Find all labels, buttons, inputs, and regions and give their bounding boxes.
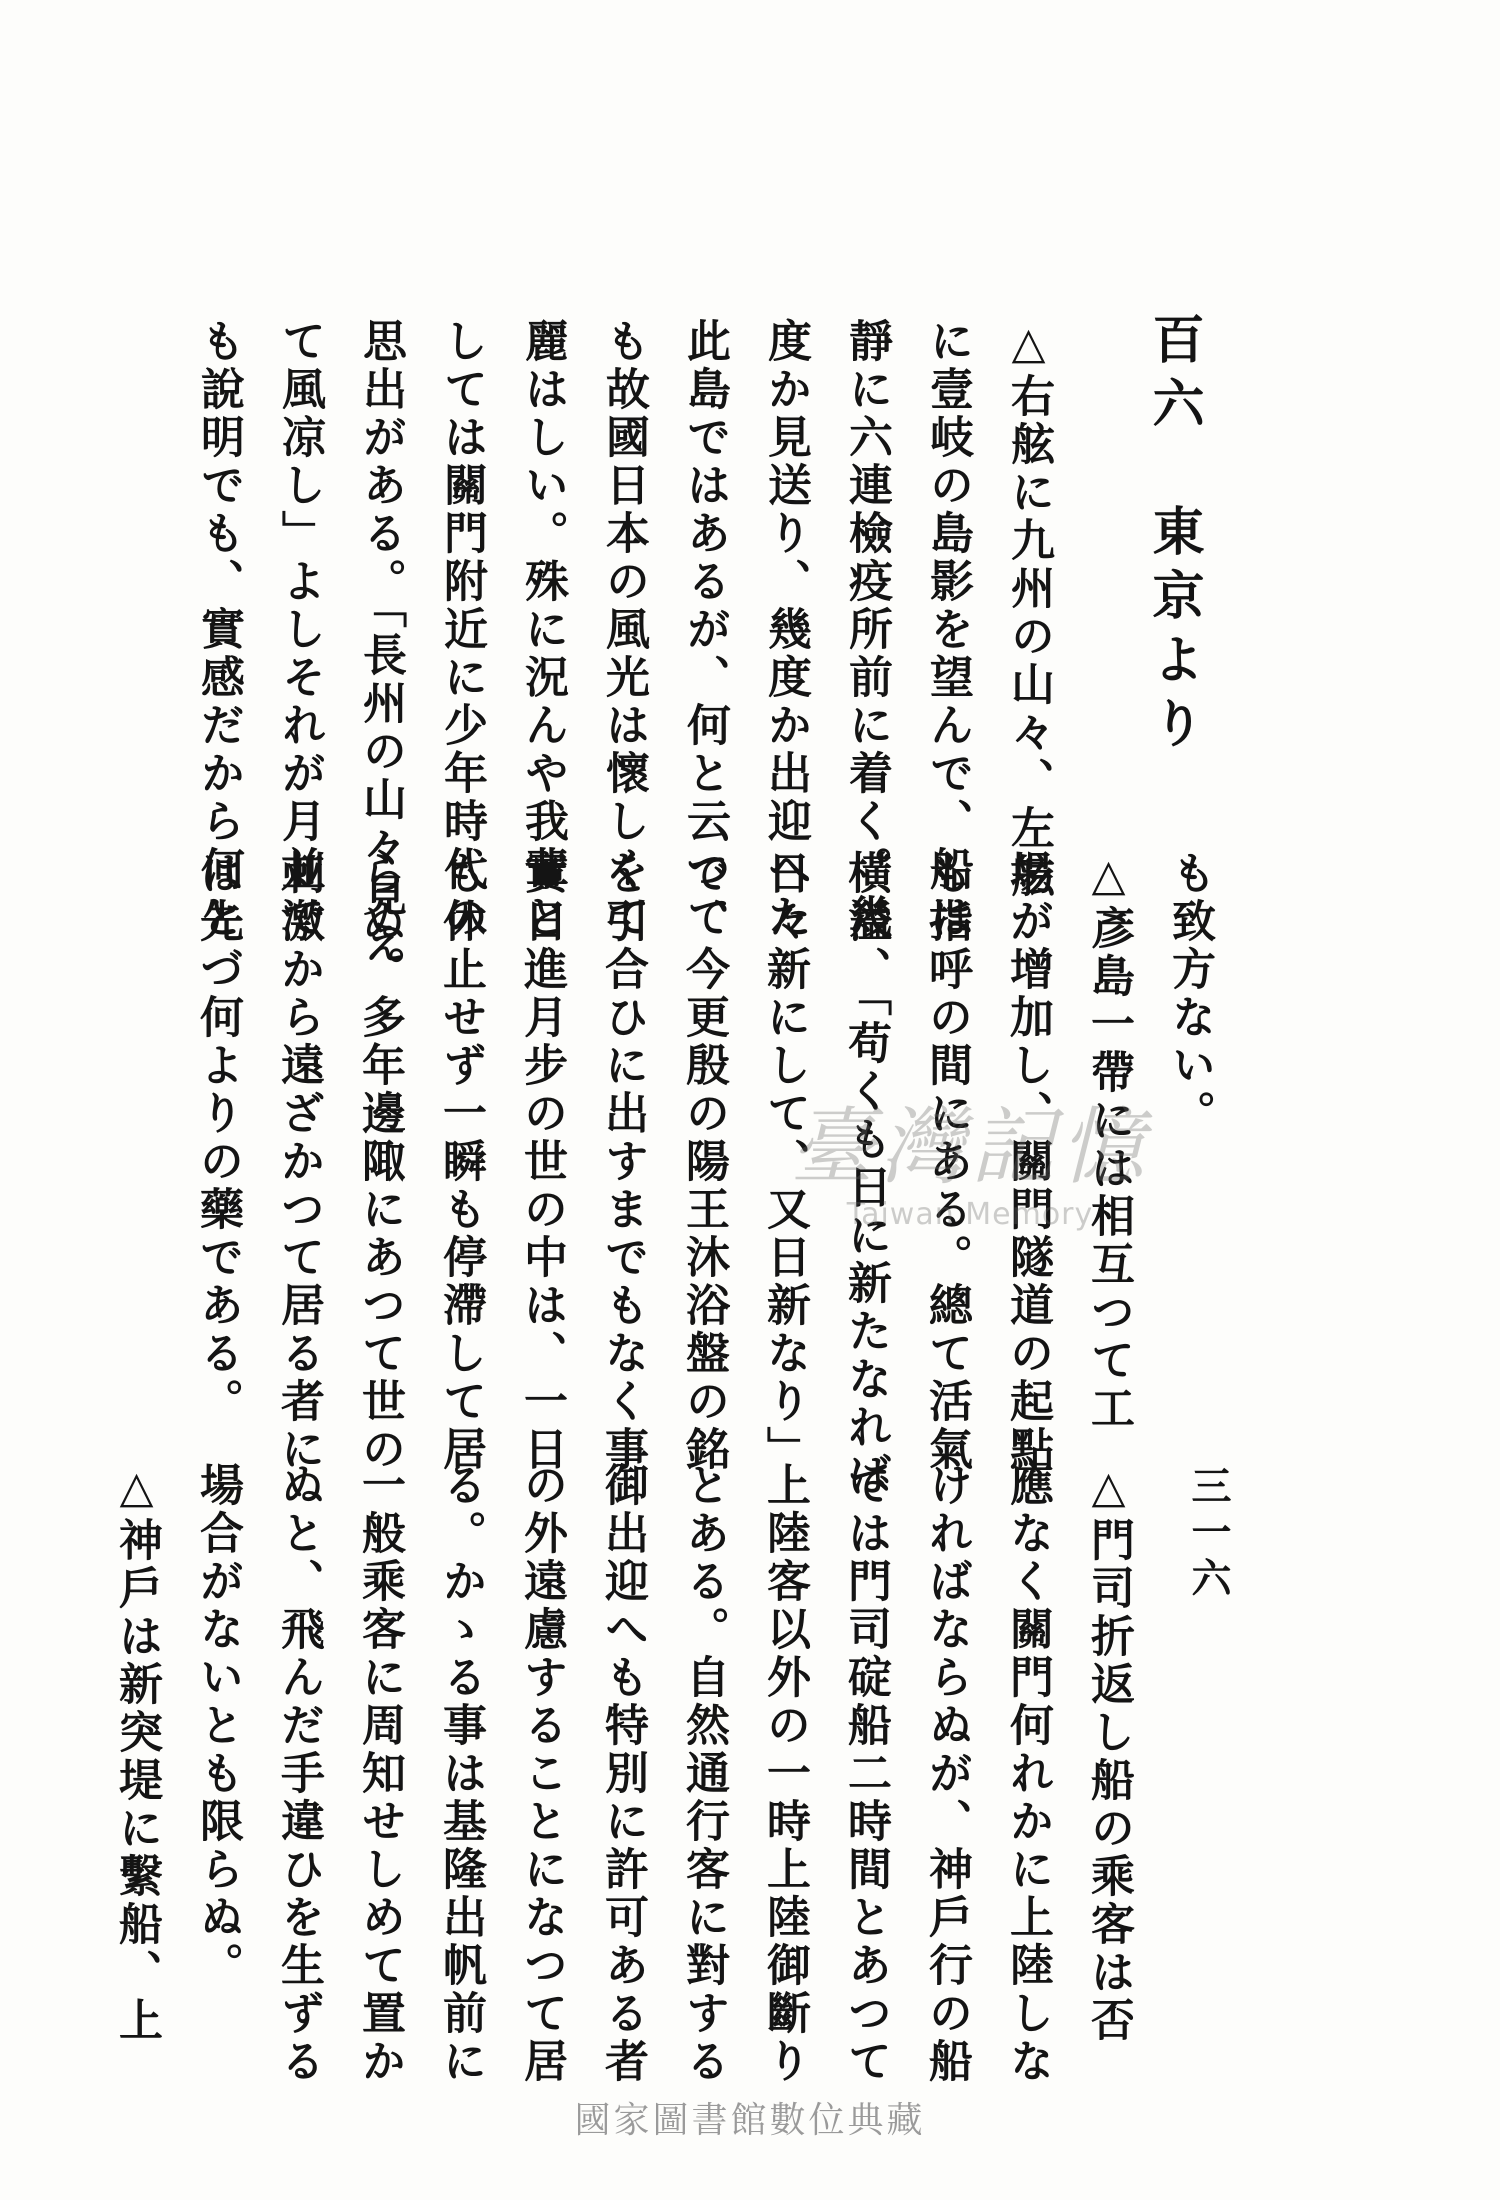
text-column: 思出がある。「長州の山々見え [355,318,406,968]
text-column: 刺激から遠ざかつて居る者に [273,850,324,1474]
text-column: の外遠慮することになつて居 [516,1462,567,2086]
text-column: しては關門附近に少年時代の [436,318,487,942]
text-column: も說明でも、實感だから何と [193,318,244,942]
text-column: 場合がないとも限らぬ。 [192,1462,243,1990]
text-column: とある。自然通行客に對する [678,1462,729,2086]
text-column: て風凉し」よしそれが月並で [274,318,325,942]
text-column: も指呼の間にある。總て活氣 [921,850,972,1474]
text-column: に壹岐の島影を望んで、船は [922,318,973,942]
text-column: 實日進月步の世の中は、一日 [516,850,567,1474]
text-column: △門司折返し船の乘客は否 [1083,1462,1134,2045]
text-column: も致方ない。 [1164,850,1215,1138]
text-column: も故國日本の風光は懷しくて [598,318,649,942]
text-column: ければならぬが、神戶行の船 [921,1462,972,2086]
text-column: △右舷に九州の山々、左舷 [1003,318,1054,901]
text-column: では門司碇船二時間とあつて [840,1462,891,2086]
text-column: 此島ではあるが、何と云つて [679,318,730,942]
watermark-main-text: 臺灣記憶 [789,1098,1150,1196]
text-column: △彥島一帶には相互つて工 [1083,850,1134,1433]
text-column: ぬと、飛んだ手違ひを生ずる [273,1462,324,2086]
watermark-logo [735,1098,1205,1245]
text-column: で、今更殷の陽王沐浴盤の銘 [678,850,729,1474]
text-column: 靜に六連檢疫所前に着く。幾 [841,318,892,942]
text-column: は先づ何よりの藥である。 [192,850,243,1426]
text-column: る。かゝる事は基隆出帆前に [435,1462,486,2086]
text-column: 御出迎へも特別に許可ある者 [597,1462,648,2086]
library-footer: 國家圖書館數位典藏 [574,2100,926,2141]
text-column: を引合ひに出すまでもなく事 [597,850,648,1474]
text-column: 橫溢、「苟くも日に新たなれば [840,850,891,1500]
text-column: らぬ。多年邊陬にあつて世の [354,850,405,1474]
text-column: 度か見送り、幾度か出迎へた [760,318,811,942]
text-column: △神戶は新突堤に繫船、上 [111,1462,162,2045]
watermark-sub-text: Taiwan Memory [846,1197,1094,1232]
text-column: 場が增加し、關門隧道の起點 [1002,850,1053,1474]
text-column: 日々新にして、又日新なり」 [759,850,810,1474]
text-column: 上陸客以外の一時上陸御斷り [759,1462,810,2086]
page-number: 三一六 [1185,1465,1231,1603]
text-column: 一般乘客に周知せしめて置か [354,1462,405,2086]
text-column: 麗はしい。殊に況んや我輩と [517,318,568,942]
text-column: 應なく關門何れかに上陸しな [1002,1462,1053,2086]
chapter-title: 百六 東京より [1143,312,1203,760]
text-column: も休止せず一瞬も停滯して居 [435,850,486,1474]
